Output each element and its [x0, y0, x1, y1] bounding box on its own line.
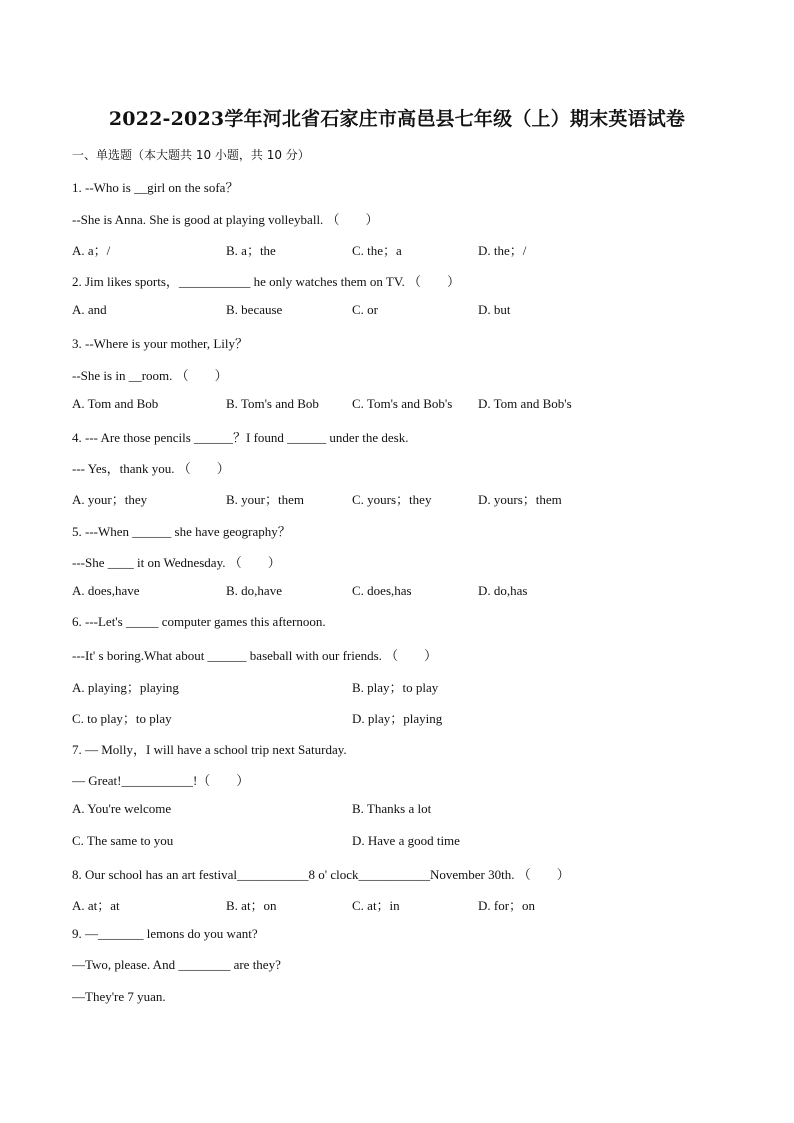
question-3-stem: 3. --Where is your mother, Lily？	[72, 336, 249, 351]
q1-option-c: C. the；a	[352, 243, 402, 258]
q6-option-b: B. play；to play	[352, 680, 439, 695]
question-5-stem-2: ---She ____ it on Wednesday. （ ）	[72, 555, 281, 570]
q3-option-b: B. Tom's and Bob	[226, 396, 319, 411]
q7-option-c: C. The same to you	[72, 833, 174, 848]
q7-option-a: A. You're welcome	[72, 801, 172, 816]
question-9-stem-2: —Two, please. And ________ are they?	[72, 957, 281, 972]
question-2-stem: 2. Jim likes sports，___________ he only watches them on TV. （ ）	[72, 274, 461, 289]
q8-option-d: D. for；on	[478, 898, 536, 913]
q5-option-c: C. does,has	[352, 583, 412, 598]
page-title: 2022-2023学年河北省石家庄市高邑县七年级（上）期末英语试卷	[108, 108, 686, 130]
question-5-stem: 5. ---When ______ she have geography？	[72, 524, 291, 539]
q2-option-c: C. or	[352, 302, 378, 317]
q7-option-b: B. Thanks a lot	[352, 801, 432, 816]
q2-option-b: B. because	[226, 302, 283, 317]
question-9-stem: 9. —_______ lemons do you want?	[72, 926, 258, 941]
q1-option-a: A. a；/	[72, 243, 111, 258]
question-3-stem-2: --She is in __room. （ ）	[72, 368, 228, 383]
question-8-stem: 8. Our school has an art festival___________8 o' clock___________November 30th. （ ）	[72, 867, 570, 882]
q4-option-a: A. your；they	[72, 492, 148, 507]
q7-option-d: D. Have a good time	[352, 833, 460, 848]
question-1-stem: 1. --Who is __girl on the sofa？	[72, 180, 239, 195]
question-6-stem-2: ---It' s boring.What about ______ baseball with our friends. （ ）	[72, 648, 438, 663]
q6-option-a: A. playing；playing	[72, 680, 179, 695]
q1-option-d: D. the；/	[478, 243, 527, 258]
q4-option-b: B. your；them	[226, 492, 304, 507]
question-6-stem: 6. ---Let's _____ computer games this afternoon.	[72, 614, 326, 629]
q3-option-a: A. Tom and Bob	[72, 396, 159, 411]
question-4-stem: 4. --- Are those pencils ______？I found ______ under the desk.	[72, 430, 409, 445]
q4-option-c: C. yours；they	[352, 492, 432, 507]
q6-option-d: D. play；playing	[352, 711, 443, 726]
q2-option-d: D. but	[478, 302, 511, 317]
q4-option-d: D. yours；them	[478, 492, 562, 507]
question-9-stem-3: —They're 7 yuan.	[72, 989, 166, 1004]
q5-option-b: B. do,have	[226, 583, 282, 598]
q6-option-c: C. to play；to play	[72, 711, 172, 726]
q2-option-a: A. and	[72, 302, 107, 317]
q8-option-a: A. at；at	[72, 898, 120, 913]
q3-option-c: C. Tom's and Bob's	[352, 396, 453, 411]
q5-option-a: A. does,have	[72, 583, 140, 598]
question-4-stem-2: --- Yes，thank you. （ ）	[72, 461, 230, 476]
q5-option-d: D. do,has	[478, 583, 528, 598]
question-1-stem-2: --She is Anna. She is good at playing volleyball. （ ）	[72, 212, 379, 227]
question-7-stem: 7. — Molly，I will have a school trip next Saturday.	[72, 742, 347, 757]
q1-option-b: B. a；the	[226, 243, 276, 258]
q8-option-b: B. at；on	[226, 898, 277, 913]
q3-option-d: D. Tom and Bob's	[478, 396, 572, 411]
question-7-stem-2: — Great!___________!（ ）	[72, 773, 250, 788]
section-heading: 一、单选题（本大题共 10 小题，共 10 分）	[72, 148, 310, 162]
q8-option-c: C. at；in	[352, 898, 400, 913]
